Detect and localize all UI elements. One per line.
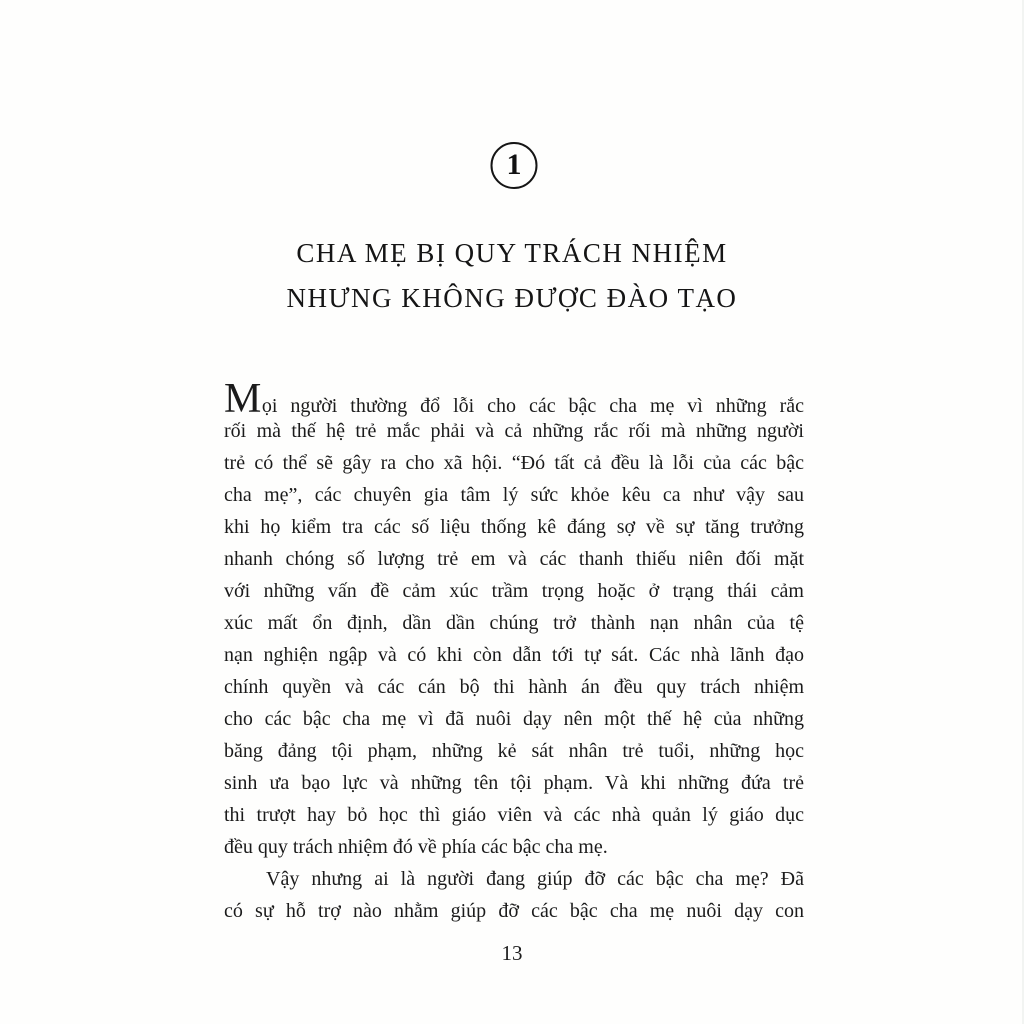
text-line: băng đảng tội phạm, những kẻ sát nhân trẻ tuổi, những học	[224, 740, 804, 762]
page-number: 13	[501, 941, 523, 965]
chapter-number-badge	[491, 142, 538, 189]
text-line: khi họ kiểm tra các số liệu thống kê đáng sợ về sự tăng trưởng	[224, 516, 804, 538]
text-line: với những vấn đề cảm xúc trầm trọng hoặc ở trạng thái cảm	[224, 580, 804, 602]
paragraph-1-last-line: đều quy trách nhiệm đó về phía các bậc cha mẹ.	[224, 836, 608, 858]
text-line: trẻ có thể sẽ gây ra cho xã hội. “Đó tất cả đều là lỗi của các bậc	[224, 452, 804, 474]
paragraph-1-lines	[224, 415, 804, 831]
dropcap-letter: M	[224, 376, 262, 422]
chapter-number: 1	[506, 147, 522, 181]
paragraph-2-first-line: Vậy nhưng ai là người đang giúp đỡ các bậc cha mẹ? Đã	[266, 868, 804, 890]
text-line: chính quyền và các cán bộ thi hành án đều quy trách nhiệm	[224, 676, 804, 698]
text-line: cho các bậc cha mẹ vì đã nuôi dạy nên một thế hệ của những	[224, 708, 804, 730]
text-line: có sự hỗ trợ nào nhằm giúp đỡ các bậc cha mẹ nuôi dạy con	[224, 900, 804, 922]
paragraph-2-lines	[224, 895, 804, 927]
text-line: rối mà thế hệ trẻ mắc phải và cả những rắc rối mà những người	[224, 420, 804, 442]
paragraph-1	[224, 376, 804, 863]
first-line-rest: ọi người thường đổ lỗi cho các bậc cha mẹ vì những rắc	[261, 395, 804, 417]
text-line-dropcap	[224, 376, 804, 422]
paragraph-2	[224, 863, 804, 927]
body-text	[224, 376, 804, 927]
text-line: nạn nghiện ngập và có khi còn dẫn tới tự sát. Các nhà lãnh đạo	[224, 644, 804, 666]
text-line: thi trượt hay bỏ học thì giáo viên và các nhà quản lý giáo dục	[224, 804, 804, 826]
chapter-title-line-1: CHA MẸ BỊ QUY TRÁCH NHIỆM	[296, 238, 728, 268]
text-line: sinh ưa bạo lực và những tên tội phạm. Và khi những đứa trẻ	[224, 772, 804, 794]
text-line: nhanh chóng số lượng trẻ em và các thanh thiếu niên đối mặt	[224, 548, 804, 570]
text-line: xúc mất ổn định, dần dần chúng trở thành nạn nhân của tệ	[224, 612, 804, 634]
chapter-title-line-2: NHƯNG KHÔNG ĐƯỢC ĐÀO TẠO	[286, 283, 738, 313]
text-line: cha mẹ”, các chuyên gia tâm lý sức khỏe kêu ca như vậy sau	[224, 484, 804, 506]
chapter-title	[0, 231, 1024, 321]
